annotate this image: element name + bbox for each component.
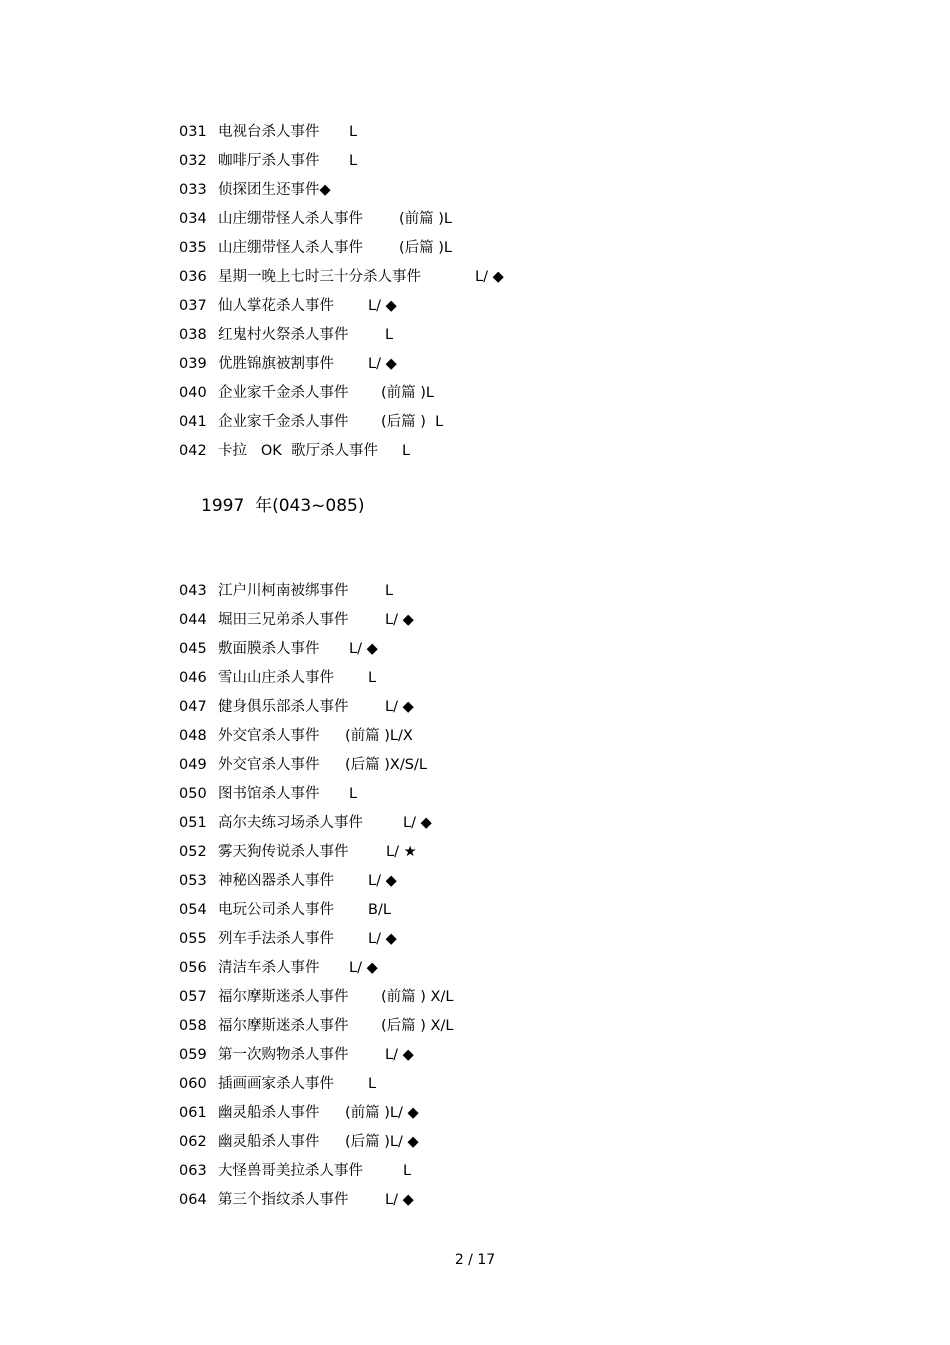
episode-title: 敷面膜杀人事件 — [218, 641, 320, 657]
episode-note: L — [349, 124, 358, 140]
episode-note: L/ ◆ — [385, 699, 414, 715]
list-item — [0, 437, 950, 466]
list-item — [0, 234, 950, 263]
episode-title: 咖啡厅杀人事件 — [218, 153, 320, 169]
list-item — [0, 751, 950, 780]
episode-title: 江户川柯南被绑事件 — [218, 583, 349, 599]
episode-title: 外交官杀人事件 — [218, 728, 320, 744]
episode-title: 企业家千金杀人事件 — [218, 414, 349, 430]
episode-title: 福尔摩斯迷杀人事件 — [218, 1018, 349, 1034]
list-item — [0, 1157, 950, 1186]
episode-title: 神秘凶器杀人事件 — [218, 873, 334, 889]
episode-title: 山庄绷带怪人杀人事件 — [218, 240, 363, 256]
episode-note: L/ ◆ — [368, 298, 397, 314]
episode-note: L/ ◆ — [368, 873, 397, 889]
episode-number: 064 — [179, 1192, 207, 1208]
episode-number: 047 — [179, 699, 207, 715]
list-item — [0, 350, 950, 379]
episode-note: L/ ◆ — [475, 269, 504, 285]
episode-title: 山庄绷带怪人杀人事件 — [218, 211, 363, 227]
episode-note: L — [385, 327, 394, 343]
episode-number: 042 — [179, 443, 207, 459]
episode-number: 051 — [179, 815, 207, 831]
episode-note: L/ ◆ — [349, 641, 378, 657]
episode-note: L/ ◆ — [349, 960, 378, 976]
list-item — [0, 693, 950, 722]
episode-number: 039 — [179, 356, 207, 372]
episode-title: 仙人掌花杀人事件 — [218, 298, 334, 314]
episode-number: 052 — [179, 844, 207, 860]
list-item — [0, 1070, 950, 1099]
list-item — [0, 606, 950, 635]
episode-note: (后篇 )L — [399, 240, 453, 256]
episode-title: 电视台杀人事件 — [218, 124, 320, 140]
year-heading: 1997 年(043~085) — [201, 496, 365, 516]
episode-note: B/L — [368, 902, 391, 918]
episode-note: (前篇 )L/X — [345, 728, 413, 744]
episode-note: (前篇 )L — [399, 211, 453, 227]
episode-title: 红鬼村火祭杀人事件 — [218, 327, 349, 343]
list-item — [0, 147, 950, 176]
episode-number: 043 — [179, 583, 207, 599]
episode-title: 优胜锦旗被割事件 — [218, 356, 334, 372]
episode-note: L/ ◆ — [385, 1047, 414, 1063]
list-item — [0, 838, 950, 867]
episode-number: 060 — [179, 1076, 207, 1092]
episode-note: L/ ◆ — [385, 1192, 414, 1208]
episode-title: 图书馆杀人事件 — [218, 786, 320, 802]
list-item — [0, 292, 950, 321]
episode-title: 第一次购物杀人事件 — [218, 1047, 349, 1063]
episode-number: 050 — [179, 786, 207, 802]
episode-title: 企业家千金杀人事件 — [218, 385, 349, 401]
list-item — [0, 1012, 950, 1041]
page-number: 2 / 17 — [454, 1252, 496, 1268]
episode-number: 045 — [179, 641, 207, 657]
episode-number: 055 — [179, 931, 207, 947]
episode-title: 列车手法杀人事件 — [218, 931, 334, 947]
episode-number: 033 — [179, 182, 207, 198]
list-item — [0, 954, 950, 983]
list-item — [0, 983, 950, 1012]
list-item — [0, 321, 950, 350]
episode-title: 雪山山庄杀人事件 — [218, 670, 334, 686]
episode-title: 星期一晚上七时三十分杀人事件 — [218, 269, 421, 285]
list-item — [0, 176, 950, 205]
episode-number: 049 — [179, 757, 207, 773]
episode-number: 036 — [179, 269, 207, 285]
episode-note: L — [368, 670, 377, 686]
episode-title: 清洁车杀人事件 — [218, 960, 320, 976]
episode-number: 037 — [179, 298, 207, 314]
list-item — [0, 1041, 950, 1070]
episode-title: 侦探团生还事件◆ — [218, 182, 331, 198]
episode-title: 高尔夫练习场杀人事件 — [218, 815, 363, 831]
episode-title: 卡拉 OK 歌厅杀人事件 — [218, 443, 378, 459]
list-item — [0, 896, 950, 925]
episode-note: L — [402, 443, 411, 459]
episode-number: 046 — [179, 670, 207, 686]
episode-note: (后篇 )X/S/L — [345, 757, 427, 773]
episode-title: 堀田三兄弟杀人事件 — [218, 612, 349, 628]
episode-number: 044 — [179, 612, 207, 628]
list-item — [0, 408, 950, 437]
list-item — [0, 577, 950, 606]
episode-number: 053 — [179, 873, 207, 889]
list-item — [0, 809, 950, 838]
list-item — [0, 1128, 950, 1157]
episode-note: (后篇 ) L — [381, 414, 444, 430]
episode-number: 040 — [179, 385, 207, 401]
list-item — [0, 722, 950, 751]
episode-title: 幽灵船杀人事件 — [218, 1105, 320, 1121]
list-item — [0, 263, 950, 292]
list-item — [0, 1186, 950, 1215]
episode-number: 056 — [179, 960, 207, 976]
episode-title: 第三个指纹杀人事件 — [218, 1192, 349, 1208]
episode-note: (前篇 ) X/L — [381, 989, 454, 1005]
list-item — [0, 1099, 950, 1128]
episode-title: 插画画家杀人事件 — [218, 1076, 334, 1092]
episode-note: L/ ◆ — [368, 931, 397, 947]
episode-note: L — [349, 786, 358, 802]
episode-note: L/ ◆ — [385, 612, 414, 628]
list-item — [0, 664, 950, 693]
episode-note: (后篇 )L/ ◆ — [345, 1134, 419, 1150]
episode-number: 034 — [179, 211, 207, 227]
episode-number: 063 — [179, 1163, 207, 1179]
episode-note: L/ ◆ — [403, 815, 432, 831]
episode-title: 大怪兽哥美拉杀人事件 — [218, 1163, 363, 1179]
episode-number: 032 — [179, 153, 207, 169]
episode-number: 061 — [179, 1105, 207, 1121]
episode-number: 041 — [179, 414, 207, 430]
episode-note: (后篇 ) X/L — [381, 1018, 454, 1034]
list-item — [0, 205, 950, 234]
episode-note: L/ ★ — [386, 844, 417, 860]
episode-note: L — [368, 1076, 377, 1092]
episode-number: 062 — [179, 1134, 207, 1150]
episode-number: 059 — [179, 1047, 207, 1063]
episode-note: (前篇 )L — [381, 385, 435, 401]
episode-note: L — [349, 153, 358, 169]
episode-title: 幽灵船杀人事件 — [218, 1134, 320, 1150]
episode-number: 031 — [179, 124, 207, 140]
episode-number: 035 — [179, 240, 207, 256]
episode-title: 健身俱乐部杀人事件 — [218, 699, 349, 715]
list-item — [0, 780, 950, 809]
episode-note: L — [385, 583, 394, 599]
episode-title: 福尔摩斯迷杀人事件 — [218, 989, 349, 1005]
list-item — [0, 867, 950, 896]
episode-note: L/ ◆ — [368, 356, 397, 372]
list-item — [0, 635, 950, 664]
episode-note: L — [403, 1163, 412, 1179]
list-item — [0, 379, 950, 408]
list-item — [0, 925, 950, 954]
episode-note: (前篇 )L/ ◆ — [345, 1105, 419, 1121]
episode-number: 058 — [179, 1018, 207, 1034]
list-item — [0, 118, 950, 147]
episode-title: 电玩公司杀人事件 — [218, 902, 334, 918]
episode-number: 057 — [179, 989, 207, 1005]
episode-number: 048 — [179, 728, 207, 744]
episode-title: 外交官杀人事件 — [218, 757, 320, 773]
episode-title: 雾天狗传说杀人事件 — [218, 844, 349, 860]
episode-number: 054 — [179, 902, 207, 918]
episode-number: 038 — [179, 327, 207, 343]
